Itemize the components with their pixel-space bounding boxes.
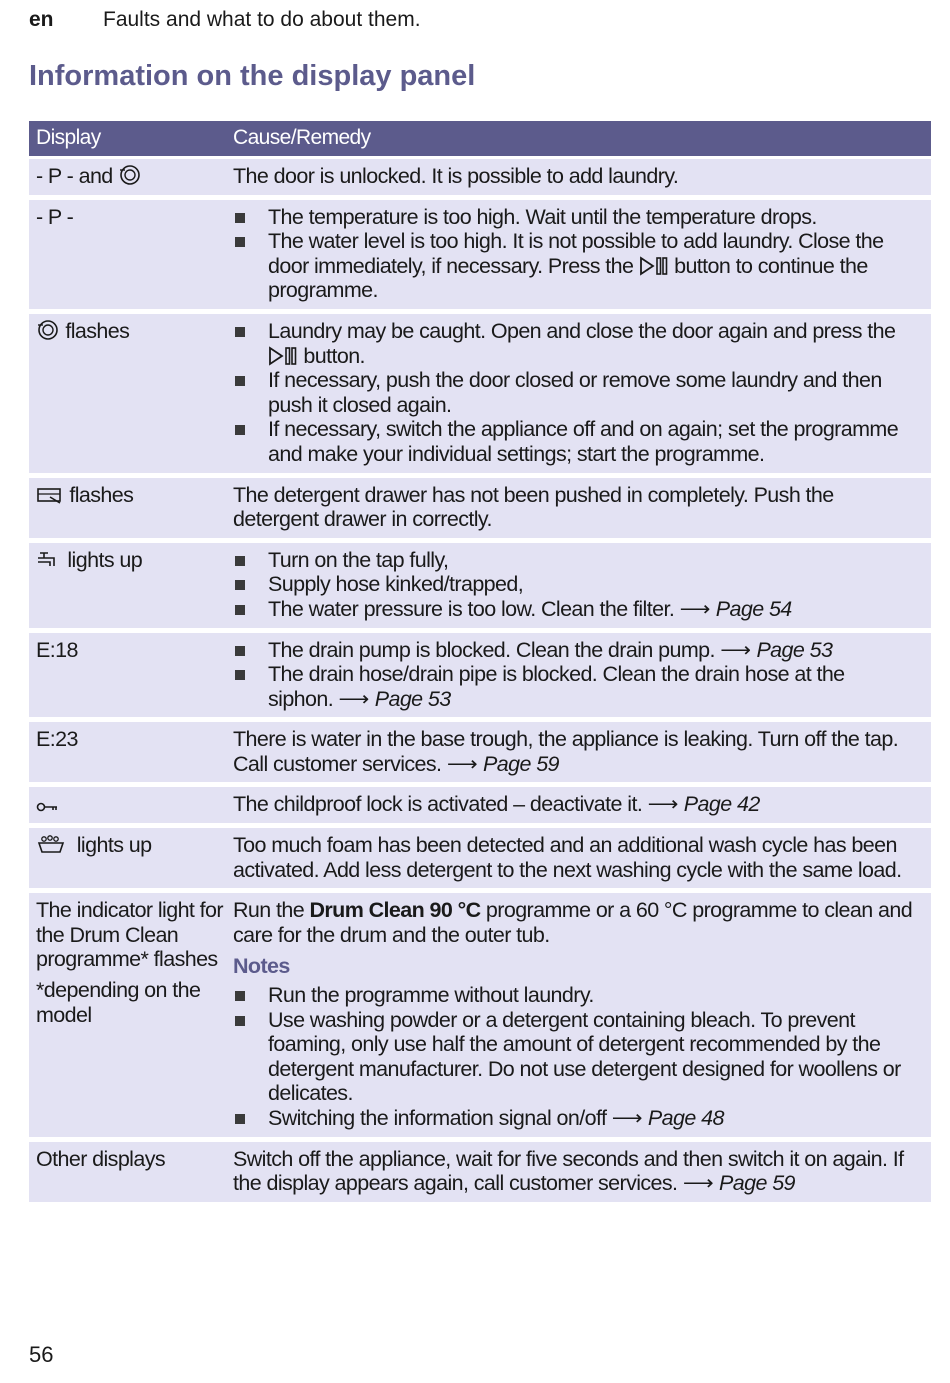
language-code: en bbox=[29, 8, 54, 31]
arrow-icon: ⟶ bbox=[682, 1171, 714, 1196]
cause-cell bbox=[226, 543, 931, 628]
arrow-icon: ⟶ bbox=[647, 792, 679, 817]
list-item: The temperature is too high. Wait until the temperature drops. bbox=[233, 205, 913, 230]
chapter-title: Faults and what to do about them. bbox=[103, 8, 421, 31]
detergent-drawer-icon bbox=[36, 485, 64, 505]
display-label: - P - and bbox=[36, 164, 113, 188]
water-tap-icon bbox=[36, 550, 62, 570]
cause-cell: Too much foam has been detected and an additional wash cycle has been activated. Add less detergent to the next washing cycle with the same load. bbox=[233, 833, 902, 882]
programme-name: Drum Clean 90 °C bbox=[309, 898, 481, 923]
column-header-cause: Cause/Remedy bbox=[233, 126, 371, 150]
list-item: The drain hose/drain pipe is blocked. Clean the drain hose at the siphon. ⟶ Page 53 bbox=[233, 662, 913, 711]
display-label: The indicator light for the Drum Clean programme* flashes bbox=[36, 898, 223, 972]
list-item: The water pressure is too low. Clean the filter. ⟶ Page 54 bbox=[233, 597, 913, 622]
cause-cell: There is water in the base trough, the appliance is leaking. Turn off the tap. Call customer services. ⟶ Page 59 bbox=[233, 727, 899, 776]
table-row bbox=[29, 543, 931, 628]
display-cell bbox=[29, 543, 226, 628]
display-cell bbox=[29, 893, 226, 1136]
table-row bbox=[29, 159, 931, 195]
page-reference: Page 48 bbox=[647, 1106, 724, 1130]
page-reference: Page 53 bbox=[374, 686, 451, 711]
arrow-icon: ⟶ bbox=[679, 596, 711, 621]
cause-cell: The detergent drawer has not been pushed in completely. Push the detergent drawer in correctly. bbox=[233, 482, 834, 532]
foam-icon bbox=[36, 835, 66, 855]
list-item: Supply hose kinked/trapped, bbox=[233, 572, 913, 597]
list-item: If necessary, switch the appliance off and on again; set the programme and make your individual settings; start the programme. bbox=[233, 417, 913, 466]
footnote: *depending on the model bbox=[36, 978, 201, 1027]
list-item: Run the programme without laundry. bbox=[233, 983, 913, 1008]
display-cell: E:23 bbox=[36, 727, 78, 752]
start-pause-icon bbox=[639, 256, 669, 276]
table-row bbox=[29, 1142, 931, 1202]
page-reference: Page 59 bbox=[719, 1171, 795, 1196]
table-row bbox=[29, 200, 931, 309]
arrow-icon: ⟶ bbox=[611, 1106, 643, 1130]
cause-cell: The childproof lock is activated – deactivate it. ⟶ Page 42 bbox=[233, 792, 760, 817]
display-cell bbox=[29, 478, 226, 538]
column-header-display: Display bbox=[36, 126, 101, 150]
cause-cell bbox=[226, 893, 931, 1136]
cause-cell bbox=[226, 200, 931, 309]
display-cell: - P - bbox=[36, 204, 74, 229]
display-cell: E:18 bbox=[36, 637, 78, 662]
list-item: The water level is too high. It is not possible to add laundry. Close the door immediately, if necessary. Press the button to continue the programme. bbox=[233, 229, 913, 303]
display-label: flashes bbox=[65, 318, 130, 343]
intro-text: Run the Drum Clean 90 °C programme or a 60 °C programme to clean and care for the drum and the outer tub. bbox=[233, 898, 913, 947]
page-number: 56 bbox=[29, 1342, 54, 1367]
table-row bbox=[29, 787, 931, 823]
table-row bbox=[29, 478, 931, 538]
page-reference: Page 54 bbox=[715, 596, 792, 621]
list-item: Use washing powder or a detergent containing bleach. To prevent foaming, only use half the amount of detergent recommended by the detergent manufacturer. Do not use detergent designed for woollens or delicates. bbox=[233, 1008, 913, 1106]
cause-cell bbox=[226, 314, 931, 473]
notes-title: Notes bbox=[233, 954, 290, 979]
list-item: Turn on the tap fully, bbox=[233, 548, 913, 573]
table-header bbox=[29, 121, 931, 156]
table-row bbox=[29, 314, 931, 473]
page-header bbox=[29, 8, 421, 32]
page-reference: Page 42 bbox=[683, 792, 760, 817]
page-reference: Page 59 bbox=[483, 751, 559, 776]
display-cell bbox=[29, 787, 226, 823]
key-icon bbox=[36, 800, 60, 814]
list-item: Laundry may be caught. Open and close the door again and press the button. bbox=[233, 319, 913, 368]
display-label: lights up bbox=[67, 547, 143, 572]
table-row bbox=[29, 828, 931, 888]
arrow-icon: ⟶ bbox=[338, 686, 370, 711]
door-unlocked-icon bbox=[118, 164, 142, 186]
display-label: flashes bbox=[69, 482, 134, 507]
section-title: Information on the display panel bbox=[29, 60, 476, 92]
arrow-icon: ⟶ bbox=[720, 637, 752, 662]
start-pause-icon bbox=[268, 346, 298, 366]
page-reference: Page 53 bbox=[756, 637, 833, 662]
display-cell: Other displays bbox=[36, 1146, 166, 1171]
arrow-icon: ⟶ bbox=[446, 751, 478, 776]
display-cell bbox=[29, 314, 226, 473]
door-lock-icon bbox=[36, 319, 60, 341]
list-item: If necessary, push the door closed or remove some laundry and then push it closed again. bbox=[233, 368, 913, 417]
display-label: lights up bbox=[76, 833, 152, 858]
list-item: Switching the information signal on/off ⟶ Page 48 bbox=[233, 1106, 913, 1131]
display-info-table bbox=[29, 121, 931, 1207]
cause-cell bbox=[226, 633, 931, 718]
table-row bbox=[29, 722, 931, 782]
table-row bbox=[29, 633, 931, 718]
list-item: The drain pump is blocked. Clean the drain pump. ⟶ Page 53 bbox=[233, 638, 913, 663]
cause-cell: The door is unlocked. It is possible to add laundry. bbox=[233, 164, 679, 188]
cause-cell: Switch off the appliance, wait for five seconds and then switch it on again. If the display appears again, call customer services. ⟶ Page 59 bbox=[233, 1146, 904, 1196]
display-cell bbox=[29, 828, 226, 888]
table-row bbox=[29, 893, 931, 1136]
display-cell bbox=[29, 159, 226, 195]
